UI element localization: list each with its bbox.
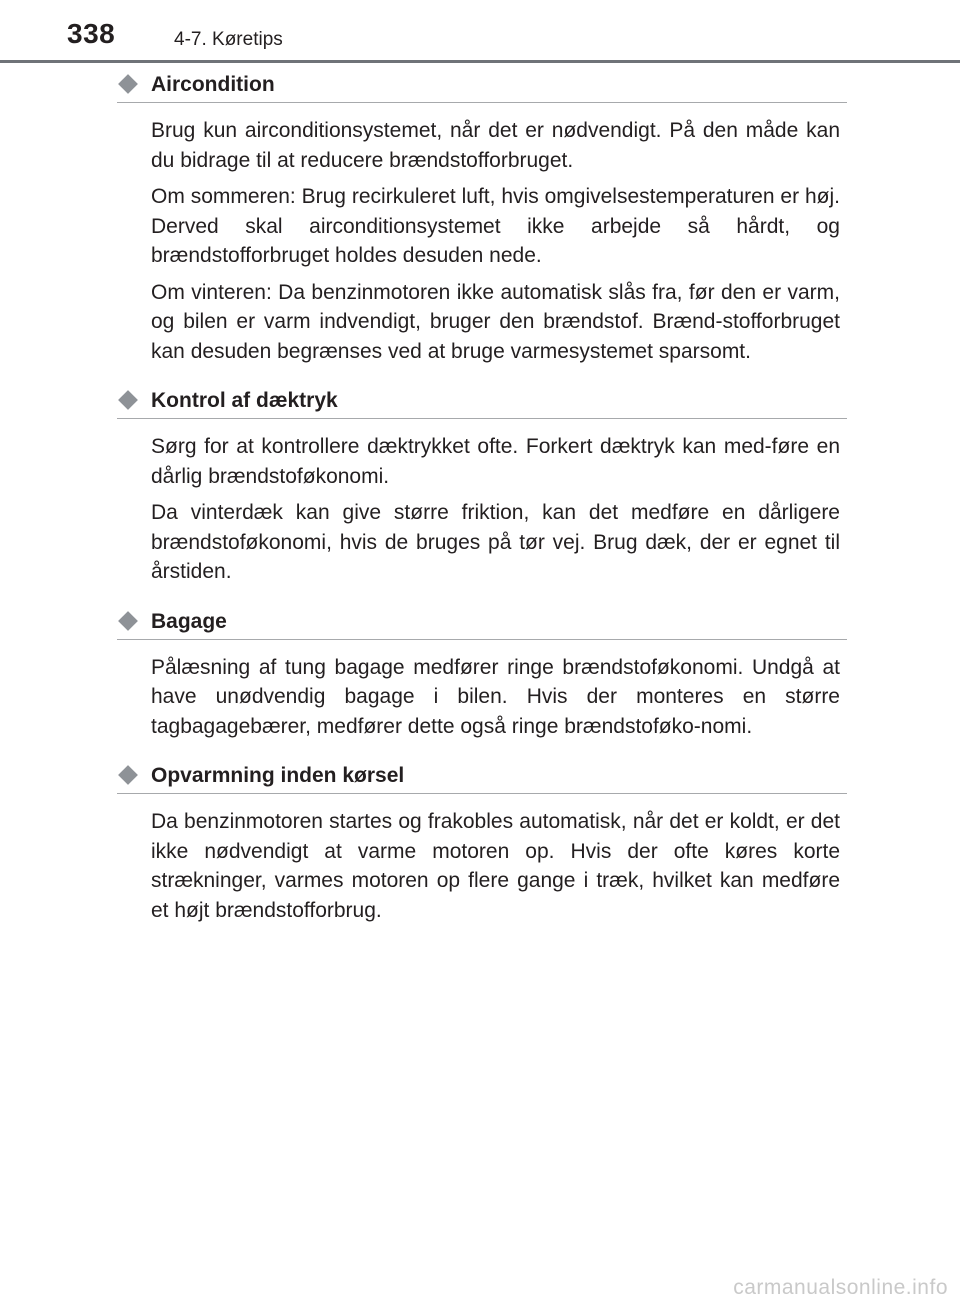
diamond-bullet-icon — [118, 765, 138, 785]
header-divider — [0, 60, 960, 63]
watermark: carmanualsonline.info — [733, 1276, 948, 1299]
diamond-bullet-icon — [118, 390, 138, 410]
section-heading — [117, 386, 847, 419]
paragraph: Sørg for at kontrollere dæktrykket ofte. Forkert dæktryk kan med-føre en dårlig brændstoføkonomi. — [151, 435, 840, 488]
chapter-title: 4-7. Køretips — [174, 29, 283, 50]
section-title: Kontrol af dæktryk — [151, 389, 338, 412]
paragraph: Pålæsning af tung bagage medfører ringe brændstoføkonomi. Undgå at have unødvendig bagage i bilen. Hvis der monteres en større tagbagagebærer, medfører dette også ringe brændstoføko-nomi. — [151, 655, 840, 738]
diamond-bullet-icon — [118, 74, 138, 94]
section-aircondition — [117, 70, 847, 366]
page-content — [117, 70, 847, 945]
section-title: Aircondition — [151, 73, 275, 96]
diamond-bullet-icon — [118, 611, 138, 631]
section-tire-pressure — [117, 386, 847, 587]
paragraph: Brug kun airconditionsystemet, når det er nødvendigt. På den måde kan du bidrage til at reducere brændstofforbruget. — [151, 119, 840, 172]
section-title: Opvarmning inden kørsel — [151, 764, 405, 787]
section-heading — [117, 761, 847, 794]
section-warm-up — [117, 761, 847, 925]
paragraph: Da vinterdæk kan give større friktion, kan det medføre en dårligere brændstoføkonomi, hvis de bruges på tør vej. Brug dæk, der er egnet til årstiden. — [151, 501, 840, 583]
paragraph: Da benzinmotoren startes og frakobles automatisk, når det er koldt, er det ikke nødvendigt at varme motoren op. Hvis der ofte køres korte strækninger, varmes motoren op flere gange i træk, hvilket kan medføre et højt brændstofforbrug. — [151, 810, 840, 922]
page-number: 338 — [67, 18, 116, 49]
section-heading — [117, 70, 847, 103]
section-heading — [117, 607, 847, 640]
section-title: Bagage — [151, 609, 227, 633]
section-luggage — [117, 607, 847, 742]
paragraph: Om sommeren: Brug recirkuleret luft, hvis omgivelsestemperaturen er høj. Derved skal airconditionsystemet ikke arbejde så hårdt, og brændstofforbruget holdes desuden nede. — [151, 185, 840, 267]
paragraph: Om vinteren: Da benzinmotoren ikke automatisk slås fra, før den er varm, og bilen er varm indvendigt, bruger den brændstof. Brænd-stofforbruget kan desuden begrænses ved at bruge varmesystemet sparsomt. — [151, 280, 840, 363]
